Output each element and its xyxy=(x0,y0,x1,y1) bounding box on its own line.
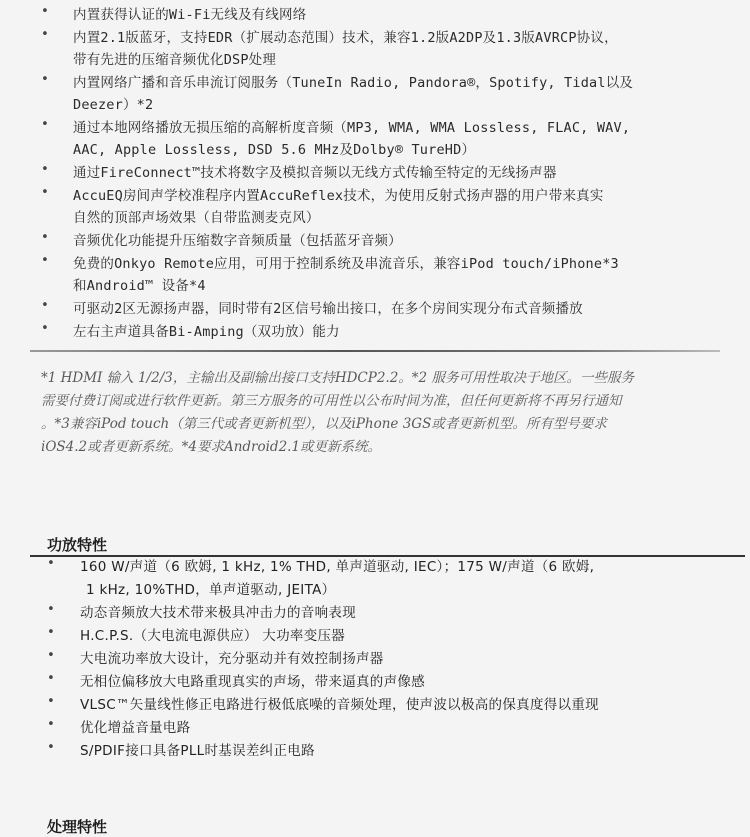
bullet-icon: • xyxy=(47,625,55,640)
list-item-text: 无相位偏移放大电路重现真实的声场，带来逼真的声像感 xyxy=(80,674,425,690)
bullet-icon: • xyxy=(41,4,49,19)
bullet-icon: • xyxy=(41,162,49,177)
list-item-text: 免费的Onkyo Remote应用，可用于控制系统及串流音乐，兼容iPod touch/iPhone*3 xyxy=(73,256,619,272)
list-item-text: 大电流功率放大设计，充分驱动并有效控制扬声器 xyxy=(80,651,384,667)
bullet-icon: • xyxy=(47,602,55,617)
bullet-icon: • xyxy=(41,230,49,245)
bullet-icon: • xyxy=(41,298,49,313)
bullet-icon: • xyxy=(47,671,55,686)
list-item-text: 优化增益音量电路 xyxy=(80,720,191,736)
bullet-icon: • xyxy=(47,556,55,571)
list-item-text: 160 W/声道（6 欧姆, 1 kHz, 1% THD, 单声道驱动, IEC）；175 W/声道（6 欧姆, xyxy=(80,559,595,575)
processing-section-title: 处理特性 xyxy=(47,818,108,836)
footnote-line: 。*3兼容iPod touch（第三代或者更新机型），以及iPhone 3GS或者更新机型。所有型号要求 xyxy=(41,416,607,432)
list-item-text: S/PDIF接口具备PLL时基误差纠正电路 xyxy=(80,743,315,759)
list-item-text: VLSC™矢量线性修正电路进行极低底噪的音频处理，使声波以极高的保真度得以重现 xyxy=(80,697,599,713)
list-item-text: 带有先进的压缩音频优化DSP处理 xyxy=(73,52,277,68)
footnote-line: iOS4.2或者更新系统。*4要求Android2.1或更新系统。 xyxy=(41,439,382,455)
list-item-text: 通过本地网络播放无损压缩的高解析度音频（MP3, WMA, WMA Lossless, FLAC, WAV, xyxy=(73,120,631,136)
footnote-line: *1 HDMI 输入 1/2/3，主输出及副输出接口支持HDCP2.2。*2 服务可用性取决于地区。一些服务 xyxy=(41,370,634,386)
footnote-line: 需要付费订阅或进行软件更新。第三方服务的可用性以公布时间为准，但任何更新将不再另行通知 xyxy=(41,393,622,409)
list-item-text: Deezer）*2 xyxy=(73,97,154,113)
list-item-text: 可驱动2区无源扬声器，同时带有2区信号输出接口，在多个房间实现分布式音频播放 xyxy=(73,301,583,317)
list-item-text: 音频优化功能提升压缩数字音频质量（包括蓝牙音频） xyxy=(73,233,402,249)
bullet-icon: • xyxy=(41,72,49,87)
bullet-icon: • xyxy=(41,185,49,200)
list-item-text: 内置2.1版蓝牙，支持EDR（扩展动态范围）技术，兼容1.2版A2DP及1.3版AVRCP协议， xyxy=(73,30,618,46)
bullet-icon: • xyxy=(41,27,49,42)
bullet-icon: • xyxy=(41,321,49,336)
list-item-text: 内置网络广播和音乐串流订阅服务（TuneIn Radio, Pandora®，Spotify, Tidal以及 xyxy=(73,75,634,91)
list-item-text: 内置获得认证的Wi-Fi无线及有线网络 xyxy=(73,7,307,23)
list-item-text: 1 kHz, 10%THD，单声道驱动, JEITA） xyxy=(86,582,336,598)
list-item-text: 左右主声道具备Bi-Amping（双功放）能力 xyxy=(73,324,340,340)
bullet-icon: • xyxy=(41,253,49,268)
bullet-icon: • xyxy=(47,694,55,709)
list-item-text: 通过FireConnect™技术将数字及模拟音频以无线方式传输至特定的无线扬声器 xyxy=(73,165,557,181)
list-item-text: 和Android™ 设备*4 xyxy=(73,278,206,294)
list-item-text: 动态音频放大技术带来极具冲击力的音响表现 xyxy=(80,605,356,621)
bullet-icon: • xyxy=(47,740,55,755)
bullet-icon: • xyxy=(41,117,49,132)
footnotes xyxy=(41,367,731,459)
bullet-icon: • xyxy=(47,648,55,663)
list-item-text: AAC, Apple Lossless, DSD 5.6 MHz及Dolby® TureHD） xyxy=(73,142,476,158)
list-item-text: H.C.P.S.（大电流电源供应） 大功率变压器 xyxy=(80,628,346,644)
divider xyxy=(30,350,720,352)
amp-section-title: 功放特性 xyxy=(47,536,108,554)
list-item-text: AccuEQ房间声学校准程序内置AccuReflex技术，为使用反射式扬声器的用户带来真实 xyxy=(73,188,604,204)
bullet-icon: • xyxy=(47,717,55,732)
list-item-text: 自然的顶部声场效果（自带监测麦克风） xyxy=(73,210,320,226)
